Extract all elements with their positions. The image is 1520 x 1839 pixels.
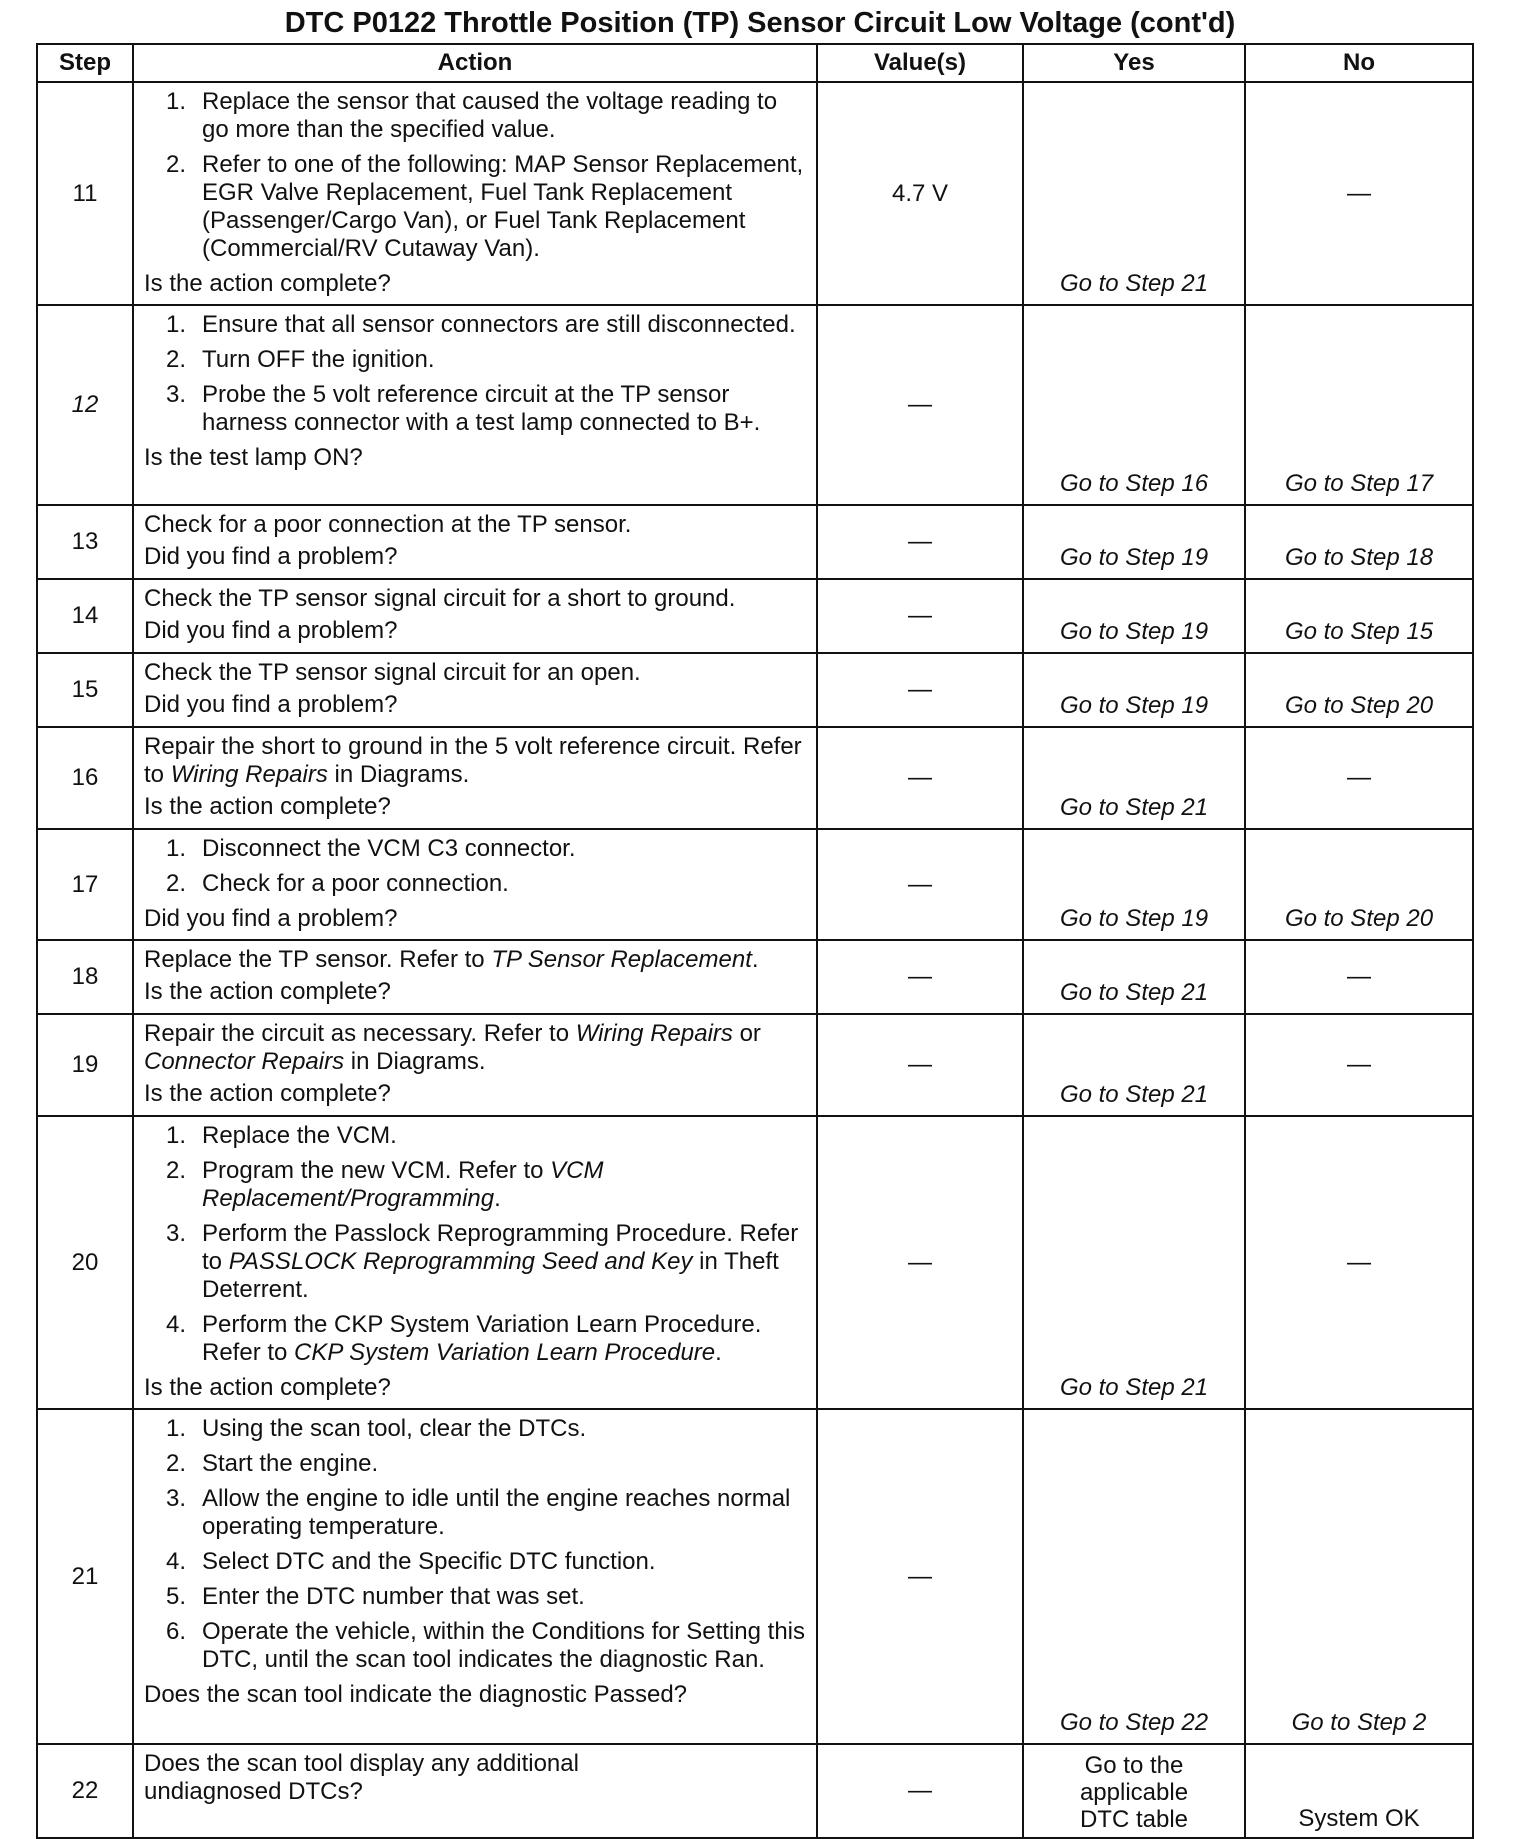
no-link: Go to Step 20	[1284, 905, 1434, 932]
no-cell: —	[1245, 727, 1473, 829]
list-item: 5. Enter the DTC number that was set.	[166, 1583, 585, 1610]
item-text: Program the new VCM. Refer to	[202, 1157, 551, 1184]
reference-text: VCM Replacement/Programming	[202, 1157, 604, 1212]
header-no: No	[1245, 44, 1473, 82]
item-text: in Theft Deterrent.	[202, 1248, 779, 1303]
header-values: Value(s)	[817, 44, 1023, 82]
value-cell: —	[817, 727, 1023, 829]
no-link: Go to Step 18	[1284, 544, 1434, 571]
yes-line: DTC table	[1079, 1806, 1189, 1833]
yes-link: Go to Step 21	[1059, 1374, 1209, 1401]
no-cell: System OK	[1245, 1744, 1473, 1838]
yes-cell	[1023, 727, 1245, 829]
table-row	[37, 940, 1473, 1014]
question: Did you find a problem?	[144, 543, 398, 570]
action-cell	[133, 579, 817, 653]
list-item: 1. Ensure that all sensor connectors are still disconnected.	[166, 311, 796, 338]
item-text: Ensure that all sensor connectors are still disconnected.	[202, 311, 796, 338]
table-row	[37, 1014, 1473, 1116]
action-cell	[133, 940, 817, 1014]
yes-line: Go to the	[1084, 1752, 1184, 1779]
yes-cell	[1023, 505, 1245, 579]
yes-cell	[1023, 1116, 1245, 1409]
list-item: 1. Using the scan tool, clear the DTCs.	[166, 1415, 587, 1442]
header-action: Action	[133, 44, 817, 82]
step-number: 17	[37, 829, 133, 940]
value-cell: 4.7 V	[817, 82, 1023, 305]
table-row	[37, 1116, 1473, 1409]
item-text: Check for a poor connection.	[202, 870, 509, 897]
no-link: Go to Step 2	[1291, 1709, 1427, 1736]
action-cell	[133, 305, 817, 505]
item-text: .	[494, 1185, 501, 1212]
page-title: DTC P0122 Throttle Position (TP) Sensor Circuit Low Voltage (cont'd)	[284, 7, 1236, 39]
step-number: 20	[37, 1116, 133, 1409]
action-list	[144, 835, 806, 898]
reference-text: TP Sensor Replacement	[491, 946, 752, 973]
step-number: 11	[37, 82, 133, 305]
step-number: 22	[37, 1744, 133, 1838]
step-number: 16	[37, 727, 133, 829]
question: Did you find a problem?	[144, 905, 398, 932]
value-cell: —	[817, 305, 1023, 505]
action-cell	[133, 1744, 817, 1838]
question: Did you find a problem?	[144, 617, 398, 644]
yes-cell	[1023, 1409, 1245, 1744]
question: Is the action complete?	[144, 270, 391, 297]
action-list	[144, 88, 806, 263]
item-text: Using the scan tool, clear the DTCs.	[202, 1415, 587, 1442]
yes-cell	[1023, 829, 1245, 940]
no-cell: —	[1245, 940, 1473, 1014]
no-cell	[1245, 1409, 1473, 1744]
no-cell	[1245, 653, 1473, 727]
value-cell: —	[817, 829, 1023, 940]
action-list	[144, 311, 806, 437]
question: Is the action complete?	[144, 978, 391, 1005]
yes-line: applicable	[1079, 1779, 1189, 1806]
step-number: 15	[37, 653, 133, 727]
action-cell	[133, 1409, 817, 1744]
table-row	[37, 653, 1473, 727]
item-text: Replace the VCM.	[202, 1122, 397, 1149]
yes-link: Go to Step 21	[1059, 1081, 1209, 1108]
list-item: 3. Perform the Passlock Reprogramming Procedure. Refer to PASSLOCK Reprogramming Seed and Key in Theft Deterrent.	[166, 1220, 799, 1303]
item-text: Start the engine.	[202, 1450, 379, 1477]
question: Does the scan tool indicate the diagnostic Passed?	[144, 1681, 688, 1708]
no-cell	[1245, 305, 1473, 505]
action-cell	[133, 1116, 817, 1409]
table-row	[37, 1409, 1473, 1744]
action-cell	[133, 727, 817, 829]
yes-link: Go to Step 21	[1059, 270, 1209, 297]
value-cell: —	[817, 940, 1023, 1014]
no-cell: —	[1245, 1116, 1473, 1409]
yes-cell	[1023, 579, 1245, 653]
item-text: Allow the engine to idle until the engine reaches normal operating temperature.	[202, 1485, 791, 1540]
question: Is the action complete?	[144, 1374, 391, 1401]
item-text: Perform the Passlock Reprogramming Procedure. Refer to	[202, 1220, 799, 1275]
no-cell	[1245, 579, 1473, 653]
value-cell: —	[817, 653, 1023, 727]
question: Is the action complete?	[144, 1080, 391, 1107]
list-item: 3. Probe the 5 volt reference circuit at the TP sensor harness connector with a test lamp connected to B+.	[166, 381, 761, 436]
item-text: .	[715, 1339, 722, 1366]
text-part: in Diagrams.	[344, 1048, 486, 1075]
no-cell	[1245, 505, 1473, 579]
question: Did you find a problem?	[144, 691, 398, 718]
item-text: Perform the CKP System Variation Learn Procedure. Refer to	[202, 1311, 762, 1366]
action-cell	[133, 829, 817, 940]
value-cell: —	[817, 1744, 1023, 1838]
action-text: Check the TP sensor signal circuit for an open.	[144, 659, 641, 686]
item-text: Operate the vehicle, within the Conditions for Setting this DTC, until the scan tool indicates the diagnostic Ran.	[202, 1618, 805, 1673]
yes-link: Go to Step 19	[1059, 905, 1209, 932]
action-text: Does the scan tool display any additional undiagnosed DTCs?	[144, 1750, 579, 1805]
yes-link: Go to Step 22	[1059, 1709, 1209, 1736]
step-number: 13	[37, 505, 133, 579]
yes-cell	[1023, 1014, 1245, 1116]
yes-cell	[1023, 940, 1245, 1014]
yes-link: Go to Step 21	[1059, 979, 1209, 1006]
no-cell: —	[1245, 1014, 1473, 1116]
action-text	[144, 946, 806, 974]
yes-link: Go to Step 19	[1059, 618, 1209, 645]
action-cell	[133, 1014, 817, 1116]
action-list	[144, 1122, 806, 1367]
no-link: Go to Step 20	[1284, 692, 1434, 719]
text-part: in Diagrams.	[327, 761, 470, 788]
action-cell	[133, 653, 817, 727]
yes-link: Go to Step 16	[1059, 470, 1209, 497]
action-cell	[133, 82, 817, 305]
list-item: 2. Program the new VCM. Refer to VCM Replacement/Programming.	[166, 1157, 604, 1212]
yes-link: Go to Step 19	[1059, 544, 1209, 571]
action-list	[144, 1415, 806, 1674]
list-item: 3. Allow the engine to idle until the engine reaches normal operating temperature.	[166, 1485, 791, 1540]
list-item: 1. Replace the VCM.	[166, 1122, 397, 1149]
value-cell: —	[817, 1409, 1023, 1744]
value-cell: —	[817, 505, 1023, 579]
table-row	[37, 579, 1473, 653]
item-text: Disconnect the VCM C3 connector.	[202, 835, 576, 862]
yes-cell	[1023, 82, 1245, 305]
action-text: Check the TP sensor signal circuit for a short to ground.	[144, 585, 736, 612]
step-number: 19	[37, 1014, 133, 1116]
question: Is the action complete?	[144, 793, 391, 820]
no-link: Go to Step 17	[1284, 470, 1434, 497]
list-item: 2. Refer to one of the following: MAP Sensor Replacement, EGR Valve Replacement, Fuel Tank Replacement (Passenger/Cargo Van), or Fuel Tank Replacement (Commercial/RV Cutaway Van).	[166, 151, 804, 262]
table-header-row	[37, 44, 1473, 82]
action-text	[144, 1020, 806, 1076]
text-part: .	[751, 946, 759, 973]
item-text: Enter the DTC number that was set.	[202, 1583, 585, 1610]
list-item: 4. Perform the CKP System Variation Learn Procedure. Refer to CKP System Variation Learn Procedure.	[166, 1311, 762, 1366]
list-item: 6. Operate the vehicle, within the Conditions for Setting this DTC, until the scan tool indicates the diagnostic Ran.	[166, 1618, 805, 1673]
reference-text: Wiring Repairs	[575, 1020, 733, 1047]
action-cell	[133, 505, 817, 579]
yes-cell	[1023, 653, 1245, 727]
table-row	[37, 727, 1473, 829]
item-text: Probe the 5 volt reference circuit at the TP sensor harness connector with a test lamp connected to B+.	[202, 381, 761, 436]
table-row	[37, 82, 1473, 305]
action-text: Check for a poor connection at the TP sensor.	[144, 511, 632, 538]
step-number: 21	[37, 1409, 133, 1744]
value-cell: —	[817, 1014, 1023, 1116]
value-cell: —	[817, 1116, 1023, 1409]
reference-text: Wiring Repairs	[170, 761, 328, 788]
list-item: 1. Replace the sensor that caused the voltage reading to go more than the specified value.	[166, 88, 778, 143]
action-text	[144, 733, 806, 789]
item-text: Refer to one of the following: MAP Sensor Replacement, EGR Valve Replacement, Fuel Tank Replacement (Passenger/Cargo Van), or Fuel Tank Replacement (Commercial/RV Cutaway Van).	[202, 151, 804, 262]
table-row	[37, 505, 1473, 579]
reference-text: Connector Repairs	[144, 1048, 345, 1075]
no-cell: —	[1245, 82, 1473, 305]
table-row	[37, 305, 1473, 505]
yes-link: Go to Step 19	[1059, 692, 1209, 719]
text-part: Repair the circuit as necessary. Refer to	[144, 1020, 576, 1047]
list-item: 4. Select DTC and the Specific DTC function.	[166, 1548, 656, 1575]
no-link: Go to Step 15	[1284, 618, 1434, 645]
item-text: Select DTC and the Specific DTC function.	[202, 1548, 656, 1575]
yes-cell	[1023, 1744, 1245, 1838]
header-yes: Yes	[1023, 44, 1245, 82]
text-part: or	[732, 1020, 761, 1047]
step-number: 18	[37, 940, 133, 1014]
yes-link: Go to Step 21	[1059, 794, 1209, 821]
reference-text: CKP System Variation Learn Procedure	[294, 1339, 716, 1366]
header-step: Step	[37, 44, 133, 82]
reference-text: PASSLOCK Reprogramming Seed and Key	[228, 1248, 693, 1275]
yes-cell	[1023, 305, 1245, 505]
list-item: 2. Check for a poor connection.	[166, 870, 509, 897]
list-item: 1. Disconnect the VCM C3 connector.	[166, 835, 576, 862]
question: Is the test lamp ON?	[144, 444, 363, 471]
text-part: Replace the TP sensor. Refer to	[144, 946, 492, 973]
no-cell	[1245, 829, 1473, 940]
step-number: 12	[37, 305, 133, 505]
item-text: Replace the sensor that caused the voltage reading to go more than the specified value.	[202, 88, 778, 143]
list-item: 2. Start the engine.	[166, 1450, 379, 1477]
table-row	[37, 1744, 1473, 1838]
step-number: 14	[37, 579, 133, 653]
table-row	[37, 829, 1473, 940]
list-item: 2. Turn OFF the ignition.	[166, 346, 435, 373]
value-cell: —	[817, 579, 1023, 653]
item-text: Turn OFF the ignition.	[202, 346, 435, 373]
diagnostic-table	[36, 43, 1474, 1839]
text-part: Repair the short to ground in the 5 volt reference circuit. Refer to	[144, 733, 802, 788]
